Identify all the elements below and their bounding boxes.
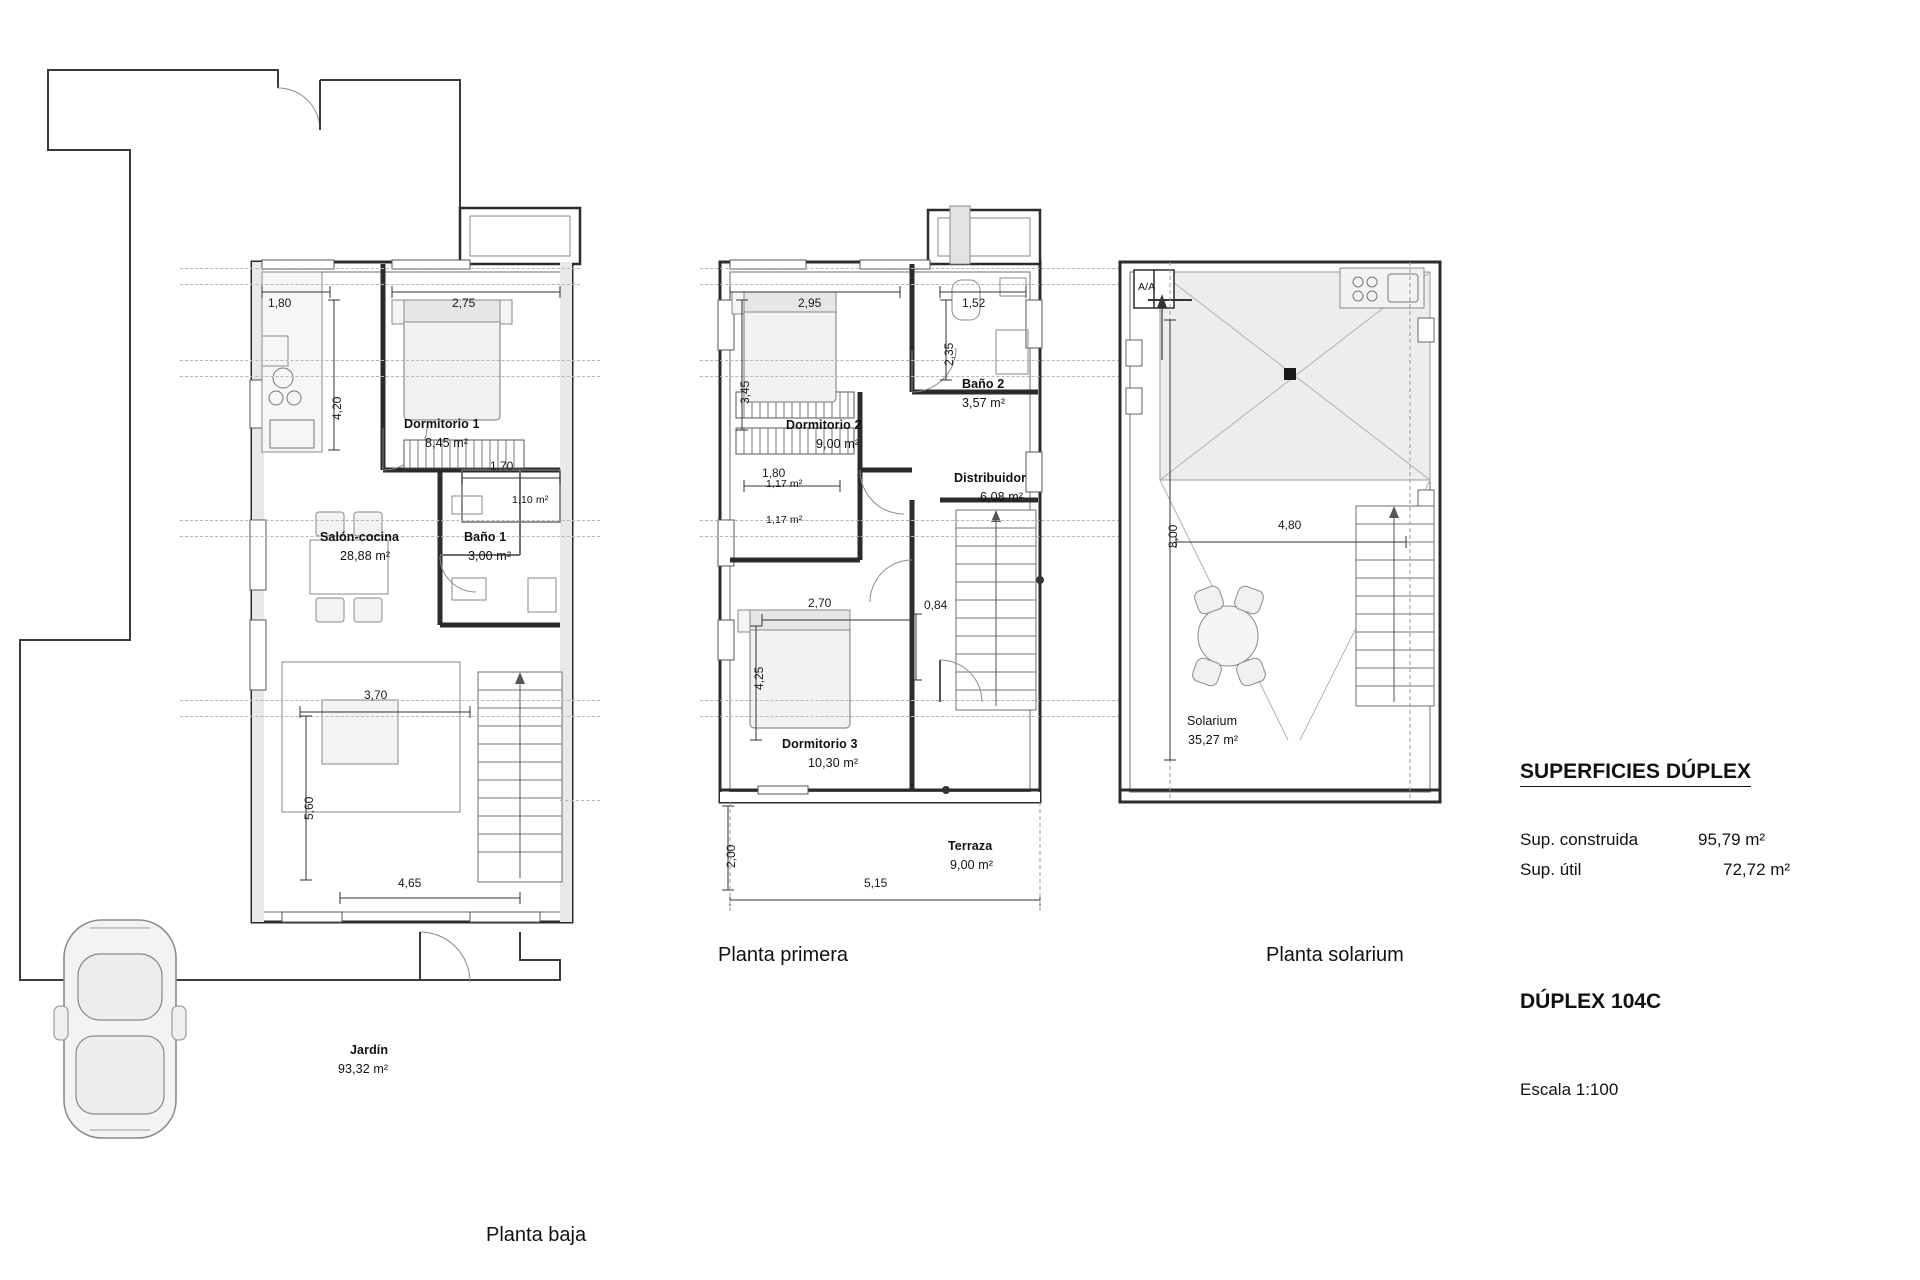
dimension-2-95: 2,95: [798, 296, 822, 310]
plan-planta-baja: [0, 0, 660, 1246]
plan-title-planta-baja: Planta baja: [486, 1224, 587, 1246]
legend-label-sup-util: Sup. útil: [1520, 860, 1582, 879]
legend-unit-name: DÚPLEX 104C: [1520, 990, 1662, 1013]
dimension-5-15: 5,15: [864, 876, 888, 890]
room-label-solarium: Solarium: [1187, 714, 1238, 728]
solarium-dimensions: [1100, 0, 1520, 1000]
legend-label-sup-construida: Sup. construida: [1520, 830, 1639, 849]
dimension-2-70: 2,70: [808, 596, 832, 610]
legend-value-sup-construida: 95,79 m²: [1698, 830, 1766, 849]
plan-planta-primera: [700, 0, 1120, 1000]
room-area-dormitorio-2: 9,00 m²: [816, 437, 860, 451]
dimension-1-80: 1,80: [762, 466, 786, 480]
annotation-aa: A/A: [1138, 281, 1156, 293]
dimension-1-52: 1,52: [962, 296, 986, 310]
dimension-8-00: 8,00: [1166, 524, 1180, 548]
room-label-distribuidor: Distribuidor: [954, 471, 1027, 485]
room-label-bano-1: Baño 1: [464, 530, 507, 544]
dimension-4-80: 4,80: [1278, 518, 1302, 532]
room-label-dormitorio-3: Dormitorio 3: [782, 737, 858, 751]
dimension-4-20: 4,20: [330, 396, 344, 420]
plan-title-planta-solarium: Planta solarium: [1266, 944, 1404, 966]
room-area-salon-cocina: 28,88 m²: [340, 549, 391, 563]
dimension-2-35: 2,35: [942, 342, 956, 366]
dimension-1-70: 1,70: [490, 459, 514, 473]
room-area-dormitorio-1: 8,45 m²: [425, 436, 469, 450]
dimension-2-75: 2,75: [452, 296, 476, 310]
room-label-salon-cocina: Salón-cocina: [320, 530, 399, 544]
room-area-bano-1: 3,00 m²: [468, 549, 512, 563]
car-illustration: [50, 910, 210, 1150]
legend-scale: Escala 1:100: [1520, 1080, 1619, 1099]
room-area-bano-2: 3,57 m²: [962, 396, 1006, 410]
legend-title: SUPERFICIES DÚPLEX: [1520, 760, 1751, 787]
room-area-closet-2: 1,17 m²: [766, 478, 803, 490]
first-floor-dimensions: [700, 0, 1120, 1000]
dimension-2-00: 2,00: [724, 844, 738, 868]
legend-panel: [1520, 760, 1900, 1180]
room-area-solarium: 35,27 m²: [1188, 733, 1239, 747]
dimension-5-60: 5,60: [302, 796, 316, 820]
room-area-closet-3: 1,17 m²: [766, 514, 803, 526]
room-area-jardin: 93,32 m²: [338, 1062, 389, 1076]
room-label-bano-2: Baño 2: [962, 377, 1005, 391]
room-label-dormitorio-2: Dormitorio 2: [786, 418, 862, 432]
dimension-4-25: 4,25: [752, 666, 766, 690]
dimension-1-80: 1,80: [268, 296, 292, 310]
room-area-dormitorio-3: 10,30 m²: [808, 756, 859, 770]
plan-planta-solarium: [1100, 0, 1520, 1000]
room-label-jardin: Jardín: [350, 1043, 389, 1057]
room-label-dormitorio-1: Dormitorio 1: [404, 417, 480, 431]
plan-title-planta-primera: Planta primera: [718, 944, 849, 966]
room-area-terraza: 9,00 m²: [950, 858, 994, 872]
dimension-3-45: 3,45: [738, 380, 752, 404]
dimension-3-70: 3,70: [364, 688, 388, 702]
room-label-terraza: Terraza: [948, 839, 993, 853]
dimension-0-84: 0,84: [924, 598, 948, 612]
room-area-distribuidor: 6,08 m²: [980, 490, 1024, 504]
legend-value-sup-util: 72,72 m²: [1723, 860, 1791, 879]
room-area-closet-1: 1,10 m²: [512, 494, 549, 506]
dimension-4-65: 4,65: [398, 876, 422, 890]
